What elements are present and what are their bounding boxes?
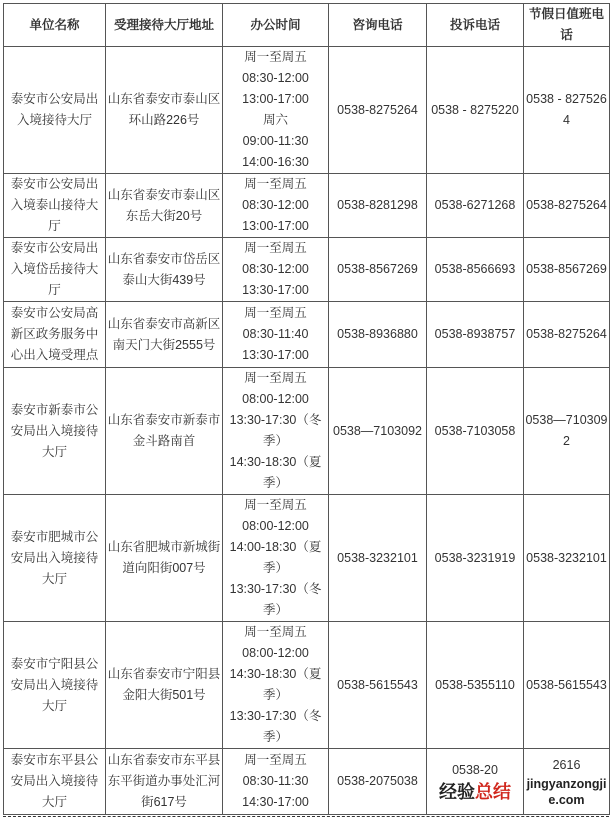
office-hours	[223, 622, 329, 749]
office-name: 泰安市宁阳县公安局出入境接待大厅	[4, 622, 106, 749]
holiday-phone: 0538-8275264	[524, 174, 610, 238]
hours-line: 14:00-18:30（夏季）	[229, 540, 322, 575]
office-name: 泰安市肥城市公安局出入境接待大厅	[4, 495, 106, 622]
hours-line: 13:30-17:00	[242, 283, 309, 297]
complaint-phone: 0538-5355110	[427, 622, 524, 749]
office-name: 泰安市东平县公安局出入境接待大厅	[4, 749, 106, 815]
hours-line: 13:30-17:00	[242, 348, 309, 362]
office-address: 山东省泰安市东平县东平街道办事处汇河街617号	[106, 749, 223, 815]
office-address: 山东省泰安市岱岳区泰山大街439号	[106, 238, 223, 302]
consult-phone: 0538-8936880	[329, 302, 427, 368]
office-hours	[223, 302, 329, 368]
hours-line: 08:30-12:00	[242, 71, 309, 85]
header-holiday-phone: 节假日值班电话	[524, 4, 610, 47]
hours-line: 13:30-17:30（冬季）	[229, 413, 322, 448]
hours-line: 08:30-12:00	[242, 198, 309, 212]
holiday-phone: 0538-3232101	[524, 495, 610, 622]
consult-phone: 0538-5615543	[329, 622, 427, 749]
hours-line: 13:30-17:30（冬季）	[229, 709, 322, 744]
hours-line: 周一至周五	[244, 241, 307, 255]
office-hours	[223, 238, 329, 302]
hours-line: 周一至周五	[244, 306, 307, 320]
consult-phone: 0538-8567269	[329, 238, 427, 302]
office-address: 山东省肥城市新城街道向阳街007号	[106, 495, 223, 622]
complaint-phone: 0538-7103058	[427, 368, 524, 495]
hours-line: 周一至周五	[244, 50, 307, 64]
office-address: 山东省泰安市高新区南天门大街2555号	[106, 302, 223, 368]
hours-line: 周六	[262, 113, 288, 127]
holiday-phone-fragment: 2616	[552, 758, 581, 772]
complaint-phone: 0538-3231919	[427, 495, 524, 622]
table-row	[4, 47, 610, 174]
holiday-phone: 0538—7103092	[524, 368, 610, 495]
table-row	[4, 238, 610, 302]
consult-phone: 0538-8275264	[329, 47, 427, 174]
office-address: 山东省泰安市新泰市金斗路南首	[106, 368, 223, 495]
header-name: 单位名称	[4, 4, 106, 47]
table-row	[4, 174, 610, 238]
hours-line: 周一至周五	[244, 177, 307, 191]
hours-line: 14:30-18:30（夏季）	[229, 455, 322, 490]
hours-line: 周一至周五	[244, 753, 307, 767]
table-row	[4, 368, 610, 495]
hours-line: 13:00-17:00	[242, 92, 309, 106]
office-address: 山东省泰安市泰山区东岳大街20号	[106, 174, 223, 238]
watermark-logo	[428, 781, 522, 803]
hours-line: 08:00-12:00	[242, 392, 309, 406]
holiday-phone: 0538-8275264	[524, 302, 610, 368]
hours-line: 08:00-12:00	[242, 519, 309, 533]
consult-phone: 0538-2075038	[329, 749, 427, 815]
hours-line: 08:30-11:30	[242, 774, 309, 788]
office-name: 泰安市公安局出入境接待大厅	[4, 47, 106, 174]
holiday-phone	[524, 749, 610, 815]
holiday-phone: 0538-8567269	[524, 238, 610, 302]
office-name: 泰安市公安局高新区政务服务中心出入境受理点	[4, 302, 106, 368]
office-table	[3, 3, 610, 815]
office-name: 泰安市公安局出入境泰山接待大厅	[4, 174, 106, 238]
office-hours	[223, 495, 329, 622]
holiday-phone: 0538-5615543	[524, 622, 610, 749]
hours-line: 13:30-17:30（冬季）	[229, 582, 322, 617]
hours-line: 08:30-12:00	[242, 262, 309, 276]
office-hours	[223, 368, 329, 495]
table-header-row	[4, 4, 610, 47]
table-row	[4, 302, 610, 368]
hours-line: 14:00-16:30	[242, 155, 309, 169]
office-hours	[223, 749, 329, 815]
office-address: 山东省泰安市宁阳县金阳大街501号	[106, 622, 223, 749]
office-name: 泰安市公安局出入境岱岳接待大厅	[4, 238, 106, 302]
holiday-phone: 0538 - 8275264	[524, 47, 610, 174]
office-name: 泰安市新泰市公安局出入境接待大厅	[4, 368, 106, 495]
watermark-url: jingyanzongjie.com	[526, 777, 607, 807]
header-address: 受理接待大厅地址	[106, 4, 223, 47]
hours-line: 08:30-11:40	[242, 327, 309, 341]
consult-phone: 0538-3232101	[329, 495, 427, 622]
complaint-phone: 0538-8566693	[427, 238, 524, 302]
consult-phone: 0538-8281298	[329, 174, 427, 238]
watermark-text-b: 总结	[475, 782, 511, 802]
complaint-phone	[427, 749, 524, 815]
hours-line: 08:00-12:00	[242, 646, 309, 660]
watermark-text-a: 经验	[439, 782, 475, 802]
table-row	[4, 622, 610, 749]
hours-line: 13:00-17:00	[242, 219, 309, 233]
header-consult-phone: 咨询电话	[329, 4, 427, 47]
hours-line: 14:30-18:30（夏季）	[229, 667, 322, 702]
office-hours	[223, 47, 329, 174]
header-hours: 办公时间	[223, 4, 329, 47]
hours-line: 周一至周五	[244, 625, 307, 639]
hours-line: 09:00-11:30	[242, 134, 309, 148]
header-complaint-phone: 投诉电话	[427, 4, 524, 47]
table-row	[4, 749, 610, 815]
office-hours	[223, 174, 329, 238]
hours-line: 周一至周五	[244, 498, 307, 512]
hours-line: 周一至周五	[244, 371, 307, 385]
office-address: 山东省泰安市泰山区环山路226号	[106, 47, 223, 174]
complaint-phone: 0538-6271268	[427, 174, 524, 238]
complaint-phone: 0538-8938757	[427, 302, 524, 368]
table-row	[4, 495, 610, 622]
complaint-phone: 0538 - 8275220	[427, 47, 524, 174]
complaint-phone-fragment: 0538-20	[452, 763, 498, 777]
consult-phone: 0538—7103092	[329, 368, 427, 495]
hours-line: 14:30-17:00	[242, 795, 309, 809]
